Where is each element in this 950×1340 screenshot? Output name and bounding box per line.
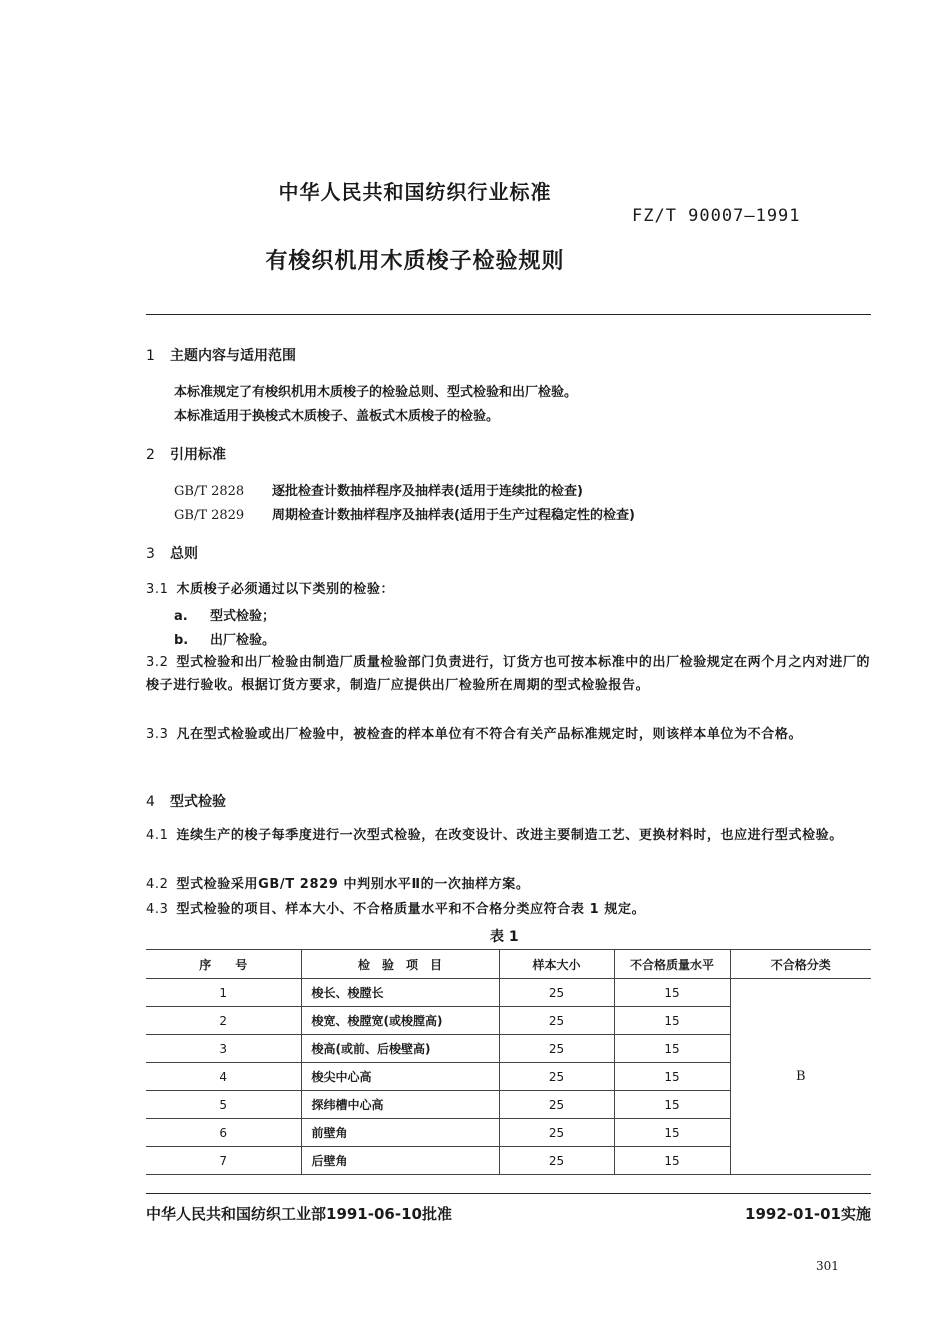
header-divider — [146, 314, 871, 315]
list-text: 型式检验； — [210, 609, 276, 624]
approval-line: 中华人民共和国纺织工业部1991-06-10批准 — [146, 1205, 452, 1223]
clause-4-2 — [146, 873, 871, 896]
clause-number: 4.3 — [146, 902, 169, 917]
section-number: 2 — [146, 447, 155, 463]
section-1-paragraph-1: 本标准规定了有梭织机用木质梭子的检验总则、型式检验和出厂检验。 — [174, 385, 578, 400]
section-4-heading — [146, 791, 226, 811]
list-text: 出厂检验。 — [210, 633, 276, 648]
section-number: 4 — [146, 794, 155, 810]
header-rql: 不合格质量水平 — [614, 950, 730, 979]
section-1-heading — [146, 345, 296, 365]
clause-text: 型式检验和出厂检验由制造厂质量检验部门负责进行，订货方也可按本标准中的出厂检验规定在两个月之内对进厂的梭子进行验收。根据订货方要求，制造厂应提供出厂检验所在周期的型式检验报告。 — [146, 655, 871, 693]
table-caption: 表 1 — [490, 929, 519, 945]
clause-number: 3.3 — [146, 727, 169, 742]
section-number: 1 — [146, 348, 155, 364]
clause-3-3 — [146, 723, 871, 746]
section-3-heading — [146, 543, 198, 563]
reference-title: 逐批检查计数抽样程序及抽样表(适用于连续批的检查) — [272, 484, 583, 499]
cell-rql: 15 — [614, 1035, 730, 1063]
cell-rql: 15 — [614, 1119, 730, 1147]
clause-3-1 — [146, 578, 871, 601]
reference-code: GB/T 2828 — [174, 484, 245, 499]
clause-text: 连续生产的梭子每季度进行一次型式检验，在改变设计、改进主要制造工艺、更换材料时，也应进行型式检验。 — [176, 828, 843, 843]
document-title: 有梭织机用木质梭子检验规则 — [265, 249, 565, 274]
clause-text: 凡在型式检验或出厂检验中，被检查的样本单位有不符合有关产品标准规定时，则该样本单位为不合格。 — [176, 727, 803, 742]
cell-item: 梭宽、梭膛宽(或梭膛高) — [301, 1007, 499, 1035]
cell-sample-size: 25 — [499, 1035, 614, 1063]
cell-serial: 5 — [146, 1091, 301, 1119]
cell-item: 前壁角 — [301, 1119, 499, 1147]
header-inspection-item: 检 验 项 目 — [301, 950, 499, 979]
clause-4-1 — [146, 824, 871, 847]
section-title: 主题内容与适用范围 — [170, 348, 296, 364]
header-nonconformity-class: 不合格分类 — [730, 950, 871, 979]
cell-rql: 15 — [614, 1091, 730, 1119]
clause-number: 3.1 — [146, 582, 169, 597]
cell-rql: 15 — [614, 979, 730, 1007]
clause-text: 型式检验的项目、样本大小、不合格质量水平和不合格分类应符合表 1 规定。 — [176, 902, 646, 917]
section-2-heading — [146, 444, 226, 464]
standard-code: FZ/T 90007—1991 — [632, 206, 801, 226]
reference-item — [174, 504, 635, 523]
list-item — [174, 605, 275, 624]
section-title: 引用标准 — [170, 447, 226, 463]
table-header-row — [146, 950, 871, 979]
cell-sample-size: 25 — [499, 1063, 614, 1091]
cell-sample-size: 25 — [499, 1007, 614, 1035]
section-title: 型式检验 — [170, 794, 226, 810]
footer-divider — [146, 1193, 871, 1194]
cell-item: 后壁角 — [301, 1147, 499, 1175]
clause-number: 4.1 — [146, 828, 169, 843]
clause-3-2 — [146, 651, 871, 697]
cell-serial: 2 — [146, 1007, 301, 1035]
cell-item: 梭尖中心高 — [301, 1063, 499, 1091]
reference-title: 周期检查计数抽样程序及抽样表(适用于生产过程稳定性的检查) — [272, 508, 635, 523]
cell-sample-size: 25 — [499, 1119, 614, 1147]
cell-serial: 3 — [146, 1035, 301, 1063]
cell-item: 梭高(或前、后梭壁高) — [301, 1035, 499, 1063]
page-number: 301 — [816, 1259, 839, 1273]
reference-item — [174, 480, 583, 499]
clause-number: 3.2 — [146, 655, 169, 670]
inspection-table — [146, 949, 871, 1175]
clause-text: 木质梭子必须通过以下类别的检验： — [176, 582, 395, 597]
cell-sample-size: 25 — [499, 979, 614, 1007]
cell-serial: 7 — [146, 1147, 301, 1175]
cell-item: 探纬槽中心高 — [301, 1091, 499, 1119]
cell-sample-size: 25 — [499, 1147, 614, 1175]
clause-text: 型式检验采用GB/T 2829 中判别水平Ⅱ的一次抽样方案。 — [176, 877, 530, 892]
section-title: 总则 — [170, 546, 198, 562]
org-title: 中华人民共和国纺织行业标准 — [278, 180, 552, 204]
cell-rql: 15 — [614, 1147, 730, 1175]
list-item — [174, 629, 275, 648]
cell-rql: 15 — [614, 1063, 730, 1091]
cell-serial: 4 — [146, 1063, 301, 1091]
cell-item: 梭长、梭膛长 — [301, 979, 499, 1007]
clause-4-3 — [146, 898, 871, 921]
section-number: 3 — [146, 546, 155, 562]
clause-number: 4.2 — [146, 877, 169, 892]
cell-rql: 15 — [614, 1007, 730, 1035]
cell-serial: 1 — [146, 979, 301, 1007]
table-row — [146, 979, 871, 1007]
reference-code: GB/T 2829 — [174, 508, 245, 523]
header-sample-size: 样本大小 — [499, 950, 614, 979]
cell-serial: 6 — [146, 1119, 301, 1147]
cell-category: B — [730, 979, 871, 1175]
implementation-date: 1992-01-01实施 — [745, 1205, 871, 1223]
list-letter: a. — [174, 609, 188, 624]
cell-sample-size: 25 — [499, 1091, 614, 1119]
section-1-paragraph-2: 本标准适用于换梭式木质梭子、盖板式木质梭子的检验。 — [174, 409, 500, 424]
header-serial-no: 序 号 — [146, 950, 301, 979]
list-letter: b. — [174, 633, 189, 648]
